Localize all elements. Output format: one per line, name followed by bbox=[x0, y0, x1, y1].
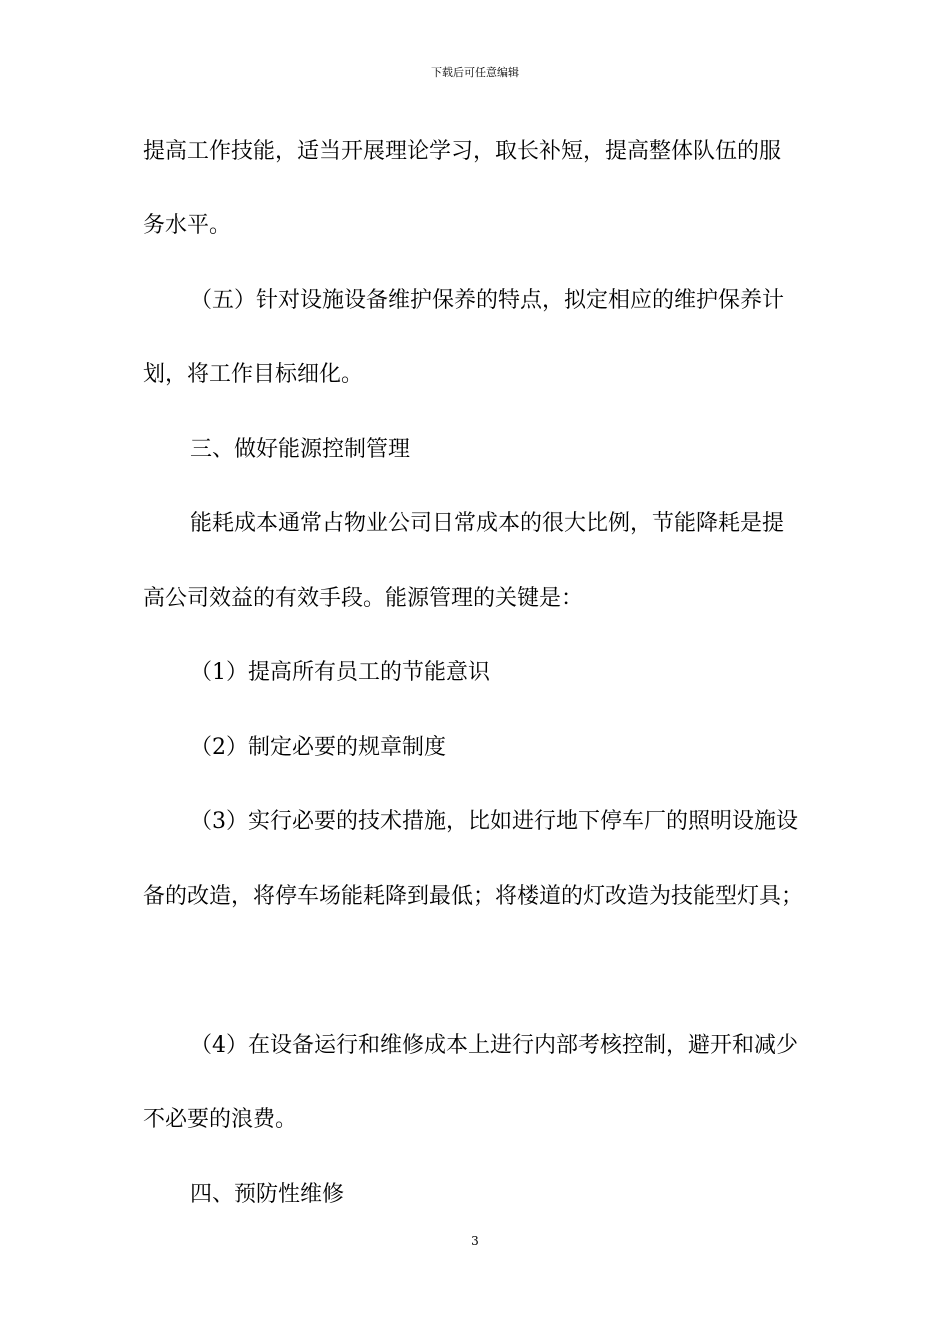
list-item: （4）在设备运行和维修成本上进行内部考核控制，避开和减少 bbox=[190, 1033, 798, 1058]
text-line: 划，将工作目标细化。 bbox=[143, 362, 364, 387]
list-item: （2）制定必要的规章制度 bbox=[190, 735, 446, 760]
text-line: 不必要的浪费。 bbox=[143, 1107, 298, 1132]
text-line: 备的改造，将停车场能耗降到最低；将楼道的灯改造为技能型灯具； bbox=[143, 884, 804, 909]
text-line: 务水平。 bbox=[143, 213, 232, 238]
list-item: （3）实行必要的技术措施，比如进行地下停车厂的照明设施设 bbox=[190, 809, 798, 834]
page-header: 下载后可任意编辑 bbox=[431, 66, 519, 79]
page-number: 3 bbox=[471, 1234, 479, 1248]
text-line: （五）针对设施设备维护保养的特点，拟定相应的维护保养计 bbox=[190, 288, 785, 313]
section-heading: 三、做好能源控制管理 bbox=[190, 437, 411, 462]
text-line: 提高工作技能，适当开展理论学习，取长补短，提高整体队伍的服 bbox=[143, 139, 782, 164]
section-heading: 四、预防性维修 bbox=[190, 1182, 345, 1207]
text-line: 能耗成本通常占物业公司日常成本的很大比例，节能降耗是提 bbox=[190, 511, 785, 536]
text-line: 高公司效益的有效手段。能源管理的关键是： bbox=[143, 586, 584, 611]
list-item: （1）提高所有员工的节能意识 bbox=[190, 660, 490, 685]
